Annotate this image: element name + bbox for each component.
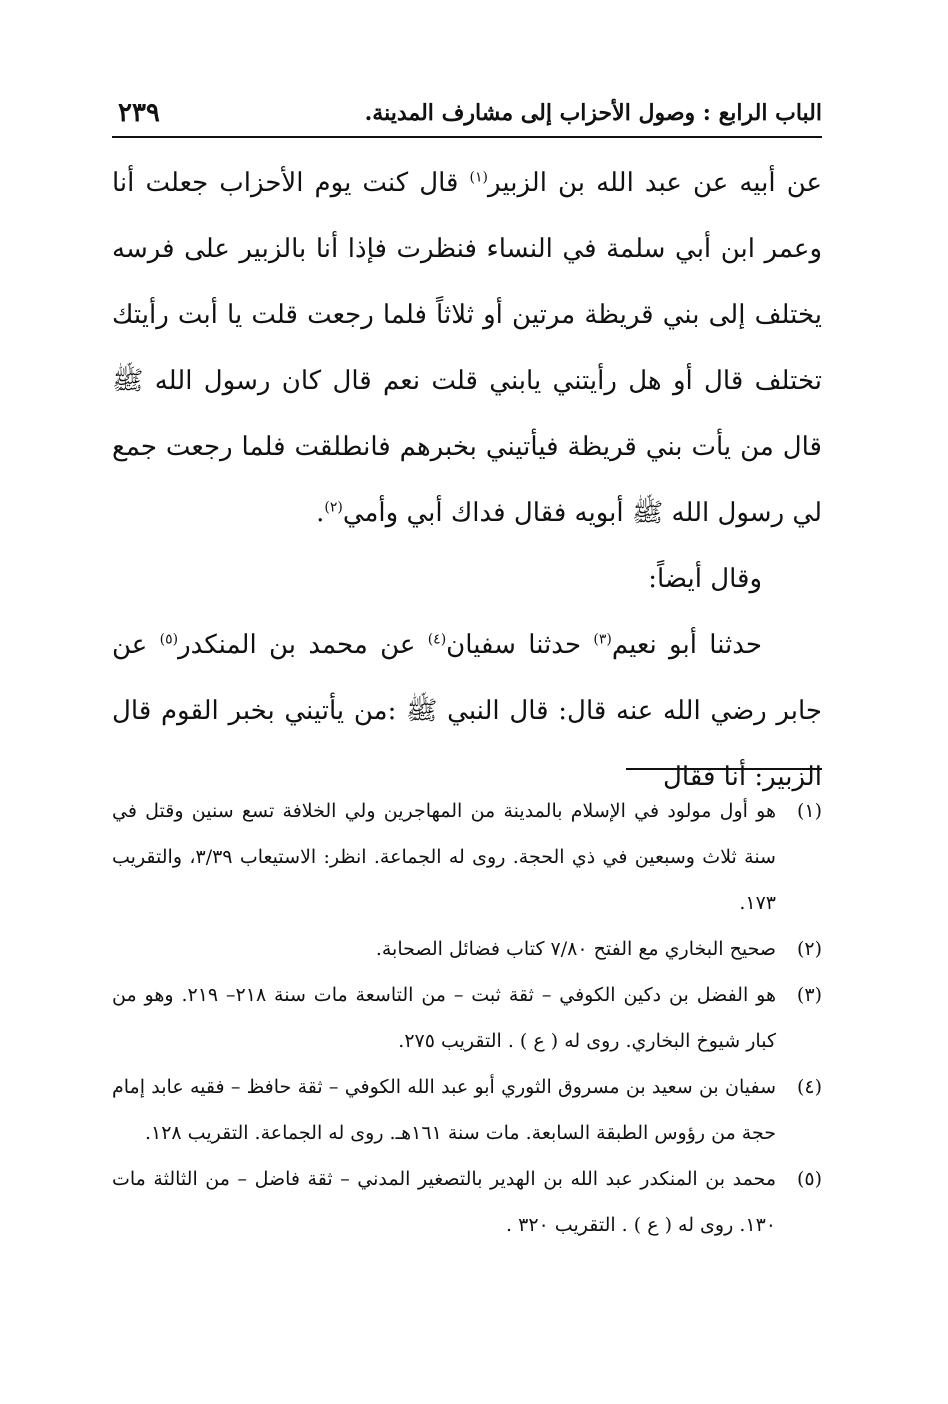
paragraph-2: وقال أيضاً:: [648, 564, 762, 594]
footnote-2-text: صحيح البخاري مع الفتح ٧/٨٠ كتاب فضائل الصحابة.: [375, 938, 776, 960]
footnote-ref-5: (٥): [159, 631, 179, 648]
paragraph-1-text-b: قال كنت يوم الأحزاب جعلت أنا وعمر ابن أبي سلمة في النساء فنظرت فإذا أنا بالزبير على فرسه يختلف إلى بني قريظة مرتين أو ثلاثاً فلما رجعت قلت يا أبت رأيتك تختلف قال أو هل رأيتني يابني قلت نعم قال كان رسول الله ﷺ قال من يأت بني قريظة فيأتيني بخبرهم فانطلقت فلما رجعت جمع لي رسول الله ﷺ أبويه فقال فداك أبي وأمي: [112, 168, 822, 528]
footnote-5: [112, 1156, 822, 1248]
footnote-separator: [626, 768, 822, 770]
paragraph-3-text-d: عن جابر رضي الله عنه قال: قال النبي ﷺ :من يأتيني بخبر القوم قال الزبير: أنا فقال: [112, 630, 822, 792]
footnote-4-text: سفيان بن سعيد بن مسروق الثوري أبو عبد الله الكوفي – ثقة حافظ – فقيه عابد إمام حجة من رؤوس الطبقة السابعة. مات سنة ١٦١هـ. روى له الجماعة. التقريب ١٢٨.: [112, 1076, 776, 1144]
footnote-3-number: (٣): [796, 984, 822, 1006]
footnote-ref-2: (٢): [324, 499, 343, 516]
paragraph-1-end: .: [316, 498, 325, 528]
paragraph-1-text-a: عن أبيه عن عبد الله بن الزبير: [488, 168, 822, 198]
page-number: ٢٣٩: [118, 98, 160, 128]
footnote-2: [112, 926, 822, 972]
footnote-5-text: محمد بن المنكدر عبد الله بن الهدير بالتصغير المدني – ثقة فاضل – من الثالثة مات ١٣٠. روى له ( ع ) . التقريب ٣٢٠ .: [112, 1168, 776, 1236]
paragraph-3: [112, 612, 822, 810]
footnote-ref-3: (٣): [593, 631, 612, 648]
footnote-5-number: (٥): [796, 1168, 822, 1190]
footnote-1-text: هو أول مولود في الإسلام بالمدينة من المهاجرين ولي الخلافة تسع سنين وقتل في سنة ثلاث وسبعين في ذي الحجة. روى له الجماعة. انظر: الاستيعاب ٣/٣٩، والتقريب ١٧٣.: [112, 800, 776, 914]
footnote-4: [112, 1064, 822, 1156]
main-text: [112, 150, 822, 810]
footnote-ref-4: (٤): [427, 631, 447, 648]
paragraph-3-text-a: حدثنا أبو نعيم: [611, 630, 762, 660]
paragraph-3-text-c: عن محمد بن المنكدر: [178, 630, 428, 660]
footnote-ref-1: (١): [469, 169, 489, 186]
footnote-2-number: (٢): [796, 938, 822, 960]
footnote-3: [112, 972, 822, 1064]
paragraph-1: [112, 150, 822, 546]
running-title: الباب الرابع : وصول الأحزاب إلى مشارف المدينة.: [364, 100, 822, 126]
footnote-4-number: (٤): [796, 1076, 822, 1098]
footnote-1-number: (١): [796, 800, 822, 822]
footnote-1: [112, 788, 822, 926]
page-header: [112, 96, 822, 138]
paragraph-3-text-b: حدثنا سفيان: [446, 630, 594, 660]
footnotes: [112, 788, 822, 1248]
footnote-3-text: هو الفضل بن دكين الكوفي – ثقة ثبت – من التاسعة مات سنة ٢١٨– ٢١٩. وهو من كبار شيوخ البخاري. روى له ( ع ) . التقريب ٢٧٥.: [112, 984, 776, 1052]
